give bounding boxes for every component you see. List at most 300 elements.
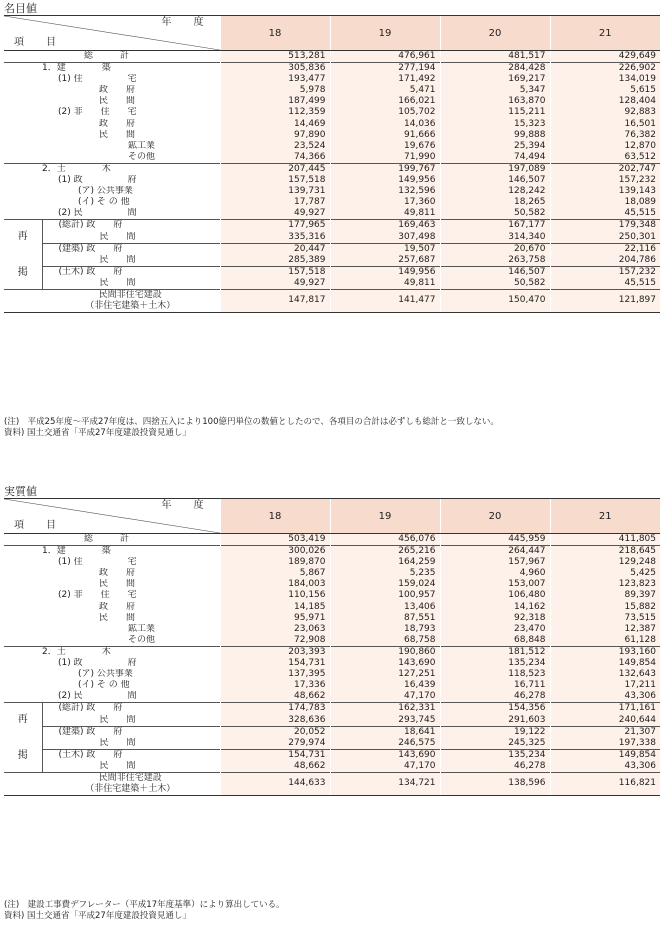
final-row-label: [4, 289, 220, 312]
row-value: 18,265: [440, 197, 550, 208]
row-value: 184,003: [220, 579, 330, 590]
row-value: 71,990: [330, 152, 440, 164]
row-value: 163,870: [440, 96, 550, 107]
row-value: 17,336: [220, 680, 330, 691]
row-value: 149,854: [550, 749, 660, 761]
row-label: (1) 住 宅: [58, 557, 137, 568]
row-value: 12,387: [550, 624, 660, 635]
note-line: 資料) 国土交通省「平成27年度建設投資見通し」: [4, 911, 191, 921]
row-value: 174,783: [220, 703, 330, 715]
table-row: [4, 130, 660, 141]
row-value: 157,232: [550, 175, 660, 186]
row-value: 4,960: [440, 568, 550, 579]
header-corner: [4, 499, 220, 534]
row-label: (総計) 政 府: [42, 703, 220, 715]
note-line: (注) 建設工事費デフレーター（平成17年度基準）により算出している。: [4, 900, 285, 910]
row-label: 民 間: [99, 760, 136, 771]
row-value: 106,480: [440, 590, 550, 601]
table-row: [4, 546, 660, 558]
row-value: 5,235: [330, 568, 440, 579]
row-value: 128,404: [550, 96, 660, 107]
row-label: 1．建 築: [4, 546, 220, 558]
row-value: 138,596: [440, 772, 550, 795]
table-row: [4, 738, 660, 750]
row-value: 149,956: [330, 175, 440, 186]
row-value: 153,007: [440, 579, 550, 590]
row-value: 14,162: [440, 602, 550, 613]
row-value: 456,076: [330, 534, 440, 546]
table-row: [4, 680, 660, 691]
row-label: (土木) 政 府: [42, 266, 220, 278]
row-value: 166,021: [330, 96, 440, 107]
row-value: 159,024: [330, 579, 440, 590]
row-value: 240,644: [550, 715, 660, 727]
row-value: 99,888: [440, 130, 550, 141]
row-value: 19,676: [330, 141, 440, 152]
row-value: 112,359: [220, 107, 330, 118]
row-value: 143,690: [330, 749, 440, 761]
table-row: [4, 568, 660, 579]
row-label: 総 計: [84, 534, 130, 544]
row-label: 民 間: [99, 254, 136, 265]
row-value: 110,156: [220, 590, 330, 601]
row-value: 115,211: [440, 107, 550, 118]
row-value: 146,507: [440, 266, 550, 278]
row-value: 300,026: [220, 546, 330, 558]
table-row: [4, 266, 660, 278]
row-value: 16,439: [330, 680, 440, 691]
header-corner: [4, 16, 220, 51]
final-label-1: 民間非住宅建設: [98, 772, 162, 783]
row-value: 149,956: [330, 266, 440, 278]
row-value: 20,670: [440, 243, 550, 255]
table-row: [4, 232, 660, 244]
row-value: 171,492: [330, 74, 440, 85]
header-year: 21: [550, 16, 660, 51]
table-row: [4, 74, 660, 85]
row-value: 92,318: [440, 613, 550, 624]
row-value: 154,731: [220, 749, 330, 761]
row-value: 74,494: [440, 152, 550, 164]
sai-label-top: 再: [17, 713, 28, 725]
header-koumoku: 項 目: [14, 520, 62, 531]
row-value: 49,811: [330, 208, 440, 220]
row-value: 305,836: [220, 63, 330, 75]
row-label: (建築) 政 府: [42, 243, 220, 255]
row-value: 335,316: [220, 232, 330, 244]
row-value: 49,927: [220, 208, 330, 220]
row-value: 328,636: [220, 715, 330, 727]
row-value: 118,523: [440, 669, 550, 680]
row-value: 116,821: [550, 772, 660, 795]
row-value: 179,348: [550, 220, 660, 232]
row-value: 144,633: [220, 772, 330, 795]
row-value: 17,211: [550, 680, 660, 691]
row-label: その他: [128, 634, 156, 645]
row-value: 135,234: [440, 658, 550, 669]
table-row: [4, 152, 660, 164]
row-value: 154,356: [440, 703, 550, 715]
row-value: 429,649: [550, 51, 660, 63]
table-row: [4, 579, 660, 590]
final-row: [4, 772, 660, 795]
row-value: 63,512: [550, 152, 660, 164]
row-value: 250,301: [550, 232, 660, 244]
row-value: 74,366: [220, 152, 330, 164]
row-label: 政 府: [99, 85, 136, 96]
row-value: 157,232: [550, 266, 660, 278]
row-label: (1) 住 宅: [58, 74, 137, 85]
row-value: 284,428: [440, 63, 550, 75]
header-year: 20: [440, 499, 550, 534]
row-value: 5,347: [440, 85, 550, 96]
row-value: 45,515: [550, 208, 660, 220]
row-label: 鉱工業: [128, 140, 156, 151]
row-value: 48,662: [220, 691, 330, 703]
row-value: 45,515: [550, 278, 660, 290]
final-row-label: [4, 772, 220, 795]
row-value: 226,902: [550, 63, 660, 75]
row-value: 14,036: [330, 119, 440, 130]
sai-label: [4, 220, 42, 290]
table-row: [4, 703, 660, 715]
row-value: 132,596: [330, 186, 440, 197]
row-value: 92,883: [550, 107, 660, 118]
row-value: 18,089: [550, 197, 660, 208]
row-value: 146,507: [440, 175, 550, 186]
row-value: 307,498: [330, 232, 440, 244]
row-value: 167,177: [440, 220, 550, 232]
row-label: 政 府: [99, 601, 136, 612]
table-row: [4, 85, 660, 96]
row-value: 15,882: [550, 602, 660, 613]
row-value: 127,251: [330, 669, 440, 680]
row-label: 民 間: [99, 579, 136, 590]
row-value: 134,019: [550, 74, 660, 85]
header-row: [4, 16, 660, 51]
table-row: [4, 163, 660, 175]
row-label: (土木) 政 府: [42, 749, 220, 761]
row-value: 197,338: [550, 738, 660, 750]
row-value: 147,817: [220, 289, 330, 312]
row-value: 246,575: [330, 738, 440, 750]
row-value: 47,170: [330, 761, 440, 773]
sai-label-bottom: 掲: [17, 266, 28, 278]
row-value: 50,582: [440, 208, 550, 220]
row-value: 68,848: [440, 635, 550, 647]
row-value: 141,477: [330, 289, 440, 312]
row-value: 18,793: [330, 624, 440, 635]
row-value: 193,160: [550, 646, 660, 658]
header-year: 18: [220, 499, 330, 534]
row-value: 187,499: [220, 96, 330, 107]
row-value: 264,447: [440, 546, 550, 558]
row-value: 87,551: [330, 613, 440, 624]
row-label: (1) 政 府: [58, 175, 137, 186]
row-value: 189,870: [220, 557, 330, 568]
row-label: (1) 政 府: [58, 658, 137, 669]
row-value: 265,216: [330, 546, 440, 558]
row-value: 154,731: [220, 658, 330, 669]
row-value: 19,122: [440, 726, 550, 738]
final-label-2: （非住宅建築＋土木）: [85, 300, 176, 311]
row-value: 76,382: [550, 130, 660, 141]
table-row: [4, 715, 660, 727]
nominal-table: [4, 15, 660, 313]
header-row: [4, 499, 660, 534]
row-value: 277,194: [330, 63, 440, 75]
header-nendo: 年 度: [161, 17, 210, 28]
row-value: 481,517: [440, 51, 550, 63]
row-label: (イ) そ の 他: [78, 680, 130, 691]
row-value: 5,867: [220, 568, 330, 579]
table-row: [4, 761, 660, 773]
row-value: 202,747: [550, 163, 660, 175]
row-value: 43,306: [550, 761, 660, 773]
section-title-nominal: 名目値: [4, 2, 37, 15]
row-value: 17,360: [330, 197, 440, 208]
table-row: [4, 646, 660, 658]
row-label: 民 間: [99, 737, 136, 748]
row-value: 18,641: [330, 726, 440, 738]
row-value: 48,662: [220, 761, 330, 773]
row-value: 46,278: [440, 761, 550, 773]
row-value: 12,870: [550, 141, 660, 152]
header-year: 19: [330, 499, 440, 534]
row-label: (イ) そ の 他: [78, 197, 130, 208]
row-value: 218,645: [550, 546, 660, 558]
row-value: 293,745: [330, 715, 440, 727]
row-value: 43,306: [550, 691, 660, 703]
row-label: 民 間: [99, 277, 136, 288]
row-value: 121,897: [550, 289, 660, 312]
table-row: [4, 749, 660, 761]
row-label: (ア) 公共事業: [78, 669, 133, 680]
row-value: 263,758: [440, 255, 550, 267]
row-value: 97,890: [220, 130, 330, 141]
row-value: 143,690: [330, 658, 440, 669]
row-value: 61,128: [550, 635, 660, 647]
row-value: 199,767: [330, 163, 440, 175]
nominal-notes: [4, 417, 499, 439]
row-value: 445,959: [440, 534, 550, 546]
table-row: [4, 107, 660, 118]
row-value: 149,854: [550, 658, 660, 669]
row-value: 291,603: [440, 715, 550, 727]
sai-label: [4, 703, 42, 773]
table-row: [4, 691, 660, 703]
row-value: 204,786: [550, 255, 660, 267]
header-year: 18: [220, 16, 330, 51]
table-row: [4, 726, 660, 738]
row-value: 5,425: [550, 568, 660, 579]
final-row: [4, 289, 660, 312]
row-value: 203,393: [220, 646, 330, 658]
row-value: 13,406: [330, 602, 440, 613]
row-value: 139,731: [220, 186, 330, 197]
row-value: 25,394: [440, 141, 550, 152]
row-value: 16,501: [550, 119, 660, 130]
table-row: [4, 669, 660, 680]
row-value: 68,758: [330, 635, 440, 647]
table-row: [4, 278, 660, 290]
table-row: [4, 96, 660, 107]
row-value: 137,395: [220, 669, 330, 680]
row-value: 314,340: [440, 232, 550, 244]
row-value: 17,787: [220, 197, 330, 208]
row-value: 285,389: [220, 255, 330, 267]
row-value: 105,702: [330, 107, 440, 118]
row-value: 181,512: [440, 646, 550, 658]
row-label: (2) 民 間: [58, 691, 137, 702]
table-row: [4, 613, 660, 624]
table-row: [4, 119, 660, 130]
header-nendo: 年 度: [161, 500, 210, 511]
table-row: [4, 255, 660, 267]
section-title-real: 実質値: [4, 485, 37, 498]
row-value: 100,957: [330, 590, 440, 601]
table-row: [4, 208, 660, 220]
table-row: [4, 197, 660, 208]
row-value: 89,397: [550, 590, 660, 601]
row-value: 16,711: [440, 680, 550, 691]
row-value: 177,965: [220, 220, 330, 232]
row-value: 21,307: [550, 726, 660, 738]
row-label: (2) 民 間: [58, 208, 137, 219]
table-row: [4, 51, 660, 63]
row-value: 46,278: [440, 691, 550, 703]
row-label: 民 間: [99, 231, 136, 242]
row-value: 49,811: [330, 278, 440, 290]
table-row: [4, 220, 660, 232]
header-year: 19: [330, 16, 440, 51]
row-label: (建築) 政 府: [42, 726, 220, 738]
row-label: 政 府: [99, 568, 136, 579]
row-label: 鉱工業: [128, 623, 156, 634]
table-row: [4, 557, 660, 568]
row-value: 72,908: [220, 635, 330, 647]
row-value: 139,143: [550, 186, 660, 197]
row-value: 411,805: [550, 534, 660, 546]
row-value: 128,242: [440, 186, 550, 197]
row-value: 207,445: [220, 163, 330, 175]
row-value: 50,582: [440, 278, 550, 290]
row-value: 129,248: [550, 557, 660, 568]
row-value: 150,470: [440, 289, 550, 312]
row-label: 2．土 木: [4, 646, 220, 658]
row-value: 47,170: [330, 691, 440, 703]
row-value: 15,323: [440, 119, 550, 130]
table-row: [4, 658, 660, 669]
table-row: [4, 534, 660, 546]
row-label: (総計) 政 府: [42, 220, 220, 232]
header-year: 21: [550, 499, 660, 534]
note-line: (注) 平成25年度～平成27年度は、四捨五入により100億円単位の数値としたので、各項目の合計は必ずしも総計と一致しない。: [4, 417, 499, 427]
row-value: 257,687: [330, 255, 440, 267]
final-label-2: （非住宅建築＋土木）: [85, 783, 176, 794]
sai-label-top: 再: [17, 230, 28, 242]
row-value: 190,860: [330, 646, 440, 658]
row-value: 245,325: [440, 738, 550, 750]
row-label: 政 府: [99, 118, 136, 129]
row-value: 157,518: [220, 266, 330, 278]
row-value: 169,217: [440, 74, 550, 85]
row-label: 総 計: [84, 51, 130, 61]
header-year: 20: [440, 16, 550, 51]
row-value: 5,978: [220, 85, 330, 96]
table-row: [4, 602, 660, 613]
row-label: 1．建 築: [4, 63, 220, 75]
row-value: 23,470: [440, 624, 550, 635]
row-value: 164,259: [330, 557, 440, 568]
row-value: 73,515: [550, 613, 660, 624]
row-value: 135,234: [440, 749, 550, 761]
row-value: 169,463: [330, 220, 440, 232]
row-label: 民 間: [99, 96, 136, 107]
row-value: 503,419: [220, 534, 330, 546]
row-label: (ア) 公共事業: [78, 186, 133, 197]
row-label: 民 間: [99, 129, 136, 140]
table-row: [4, 175, 660, 186]
table-row: [4, 186, 660, 197]
row-value: 162,331: [330, 703, 440, 715]
row-value: 5,615: [550, 85, 660, 96]
row-value: 14,469: [220, 119, 330, 130]
row-value: 157,518: [220, 175, 330, 186]
row-value: 123,823: [550, 579, 660, 590]
row-value: 22,116: [550, 243, 660, 255]
row-label: 民 間: [99, 714, 136, 725]
table-row: [4, 243, 660, 255]
sai-label-bottom: 掲: [17, 749, 28, 761]
row-value: 157,967: [440, 557, 550, 568]
row-label: その他: [128, 151, 156, 162]
row-value: 19,507: [330, 243, 440, 255]
row-value: 5,471: [330, 85, 440, 96]
table-row: [4, 635, 660, 647]
row-label: 2．土 木: [4, 163, 220, 175]
row-value: 132,643: [550, 669, 660, 680]
row-label: (2) 非 住 宅: [58, 590, 137, 601]
row-value: 197,089: [440, 163, 550, 175]
table-row: [4, 590, 660, 601]
row-value: 134,721: [330, 772, 440, 795]
row-value: 279,974: [220, 738, 330, 750]
real-table: [4, 498, 660, 796]
row-value: 14,185: [220, 602, 330, 613]
row-value: 23,524: [220, 141, 330, 152]
final-label-1: 民間非住宅建設: [98, 289, 162, 300]
row-value: 95,971: [220, 613, 330, 624]
table-row: [4, 141, 660, 152]
table-row: [4, 63, 660, 75]
table-row: [4, 624, 660, 635]
row-label: 民 間: [99, 612, 136, 623]
row-value: 91,666: [330, 130, 440, 141]
row-value: 23,063: [220, 624, 330, 635]
header-koumoku: 項 目: [14, 37, 62, 48]
row-value: 20,447: [220, 243, 330, 255]
row-label: (2) 非 住 宅: [58, 107, 137, 118]
row-value: 193,477: [220, 74, 330, 85]
row-value: 49,927: [220, 278, 330, 290]
row-value: 20,052: [220, 726, 330, 738]
real-notes: [4, 900, 285, 922]
note-line: 資料) 国土交通省「平成27年度建設投資見通し」: [4, 428, 191, 438]
row-value: 171,161: [550, 703, 660, 715]
row-value: 476,961: [330, 51, 440, 63]
row-value: 513,281: [220, 51, 330, 63]
